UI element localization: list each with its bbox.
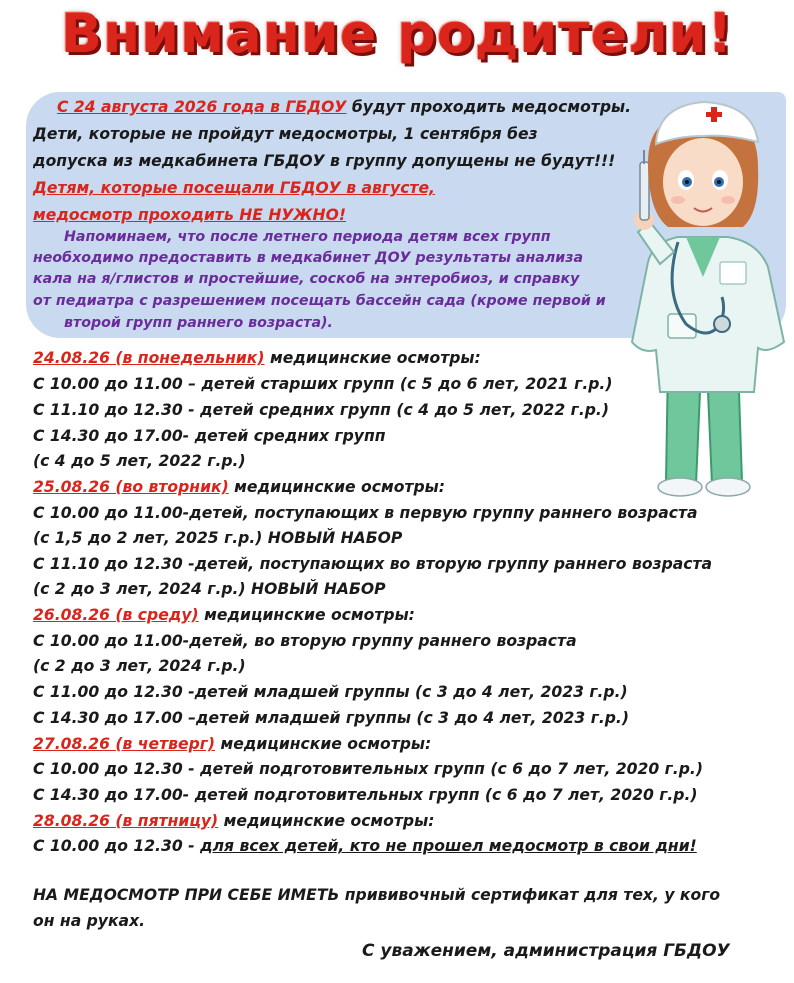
schedule-line: С 11.10 до 12.30 - детей средних групп (с 4 до 5 лет, 2022 г.р.) — [33, 401, 609, 419]
intro-start-date: С 24 августа 2026 года в ГБДОУ — [57, 98, 347, 116]
schedule-line: (с 1,5 до 2 лет, 2025 г.р.) НОВЫЙ НАБОР — [33, 529, 403, 547]
day-date: 26.08.26 (в среду) — [33, 606, 199, 624]
day-date: 25.08.26 (во вторник) — [33, 478, 229, 496]
reminder-line-1: Напоминаем, что после летнего периода детям всех групп — [64, 229, 551, 245]
reminder-line-3: кала на я/глистов и простейшие, соскоб на энтеробиоз, и справку — [33, 271, 580, 287]
schedule-line: (с 2 до 3 лет, 2024 г.р.) НОВЫЙ НАБОР — [33, 580, 386, 598]
intro-line-4: Детям, которые посещали ГБДОУ в августе, — [33, 179, 435, 197]
schedule-time: С 10.00 до 12.30 - — [33, 837, 201, 855]
day-heading-1 — [33, 349, 481, 367]
schedule-line: С 11.00 до 12.30 -детей младшей группы (с 3 до 4 лет, 2023 г.р.) — [33, 683, 628, 701]
reminder-line-4: от педиатра с разрешением посещать бассейн сада (кроме первой и — [33, 293, 606, 309]
schedule-line: С 10.00 до 11.00-детей, поступающих в первую группу раннего возраста — [33, 504, 698, 522]
schedule-line: С 10.00 до 12.30 - детей подготовительных групп (с 6 до 7 лет, 2020 г.р.) — [33, 760, 703, 778]
day-date: 24.08.26 (в понедельник) — [33, 349, 265, 367]
schedule-line — [33, 837, 697, 855]
day-heading-2 — [33, 478, 445, 496]
intro-line-2: Дети, которые не пройдут медосмотры, 1 сентября без — [33, 125, 538, 143]
intro-line-1 — [33, 98, 631, 116]
day-label: медицинские осмотры: — [215, 735, 432, 753]
schedule-emphasis: для всех детей, кто не прошел медосмотр в свои дни! — [200, 837, 697, 855]
day-label: медицинские осмотры: — [218, 812, 435, 830]
reminder-line-5: второй групп раннего возраста). — [64, 315, 333, 331]
schedule-line: (с 4 до 5 лет, 2022 г.р.) — [33, 452, 246, 470]
reminder-line-2: необходимо предоставить в медкабинет ДОУ результаты анализа — [33, 250, 584, 266]
schedule-line: С 14.30 до 17.00 –детей младшей группы (с 3 до 4 лет, 2023 г.р.) — [33, 709, 629, 727]
nurse-illustration — [608, 92, 794, 502]
schedule-line: С 11.10 до 12.30 -детей, поступающих во вторую группу раннего возраста — [33, 555, 713, 573]
page-title: Внимание родители! — [60, 2, 734, 65]
intro-line-3: допуска из медкабинета ГБДОУ в группу допущены не будут!!! — [33, 152, 616, 170]
intro-line-5: медосмотр проходить НЕ НУЖНО! — [33, 206, 346, 224]
intro-line-1-rest: будут проходить медосмотры. — [346, 98, 632, 116]
day-date: 27.08.26 (в четверг) — [33, 735, 216, 753]
note-line-1: НА МЕДОСМОТР ПРИ СЕБЕ ИМЕТЬ прививочный сертификат для тех, у кого — [33, 886, 721, 904]
day-heading-3 — [33, 606, 415, 624]
schedule-line: С 14.30 до 17.00- детей подготовительных групп (с 6 до 7 лет, 2020 г.р.) — [33, 786, 698, 804]
day-heading-4 — [33, 735, 431, 753]
day-date: 28.08.26 (в пятницу) — [33, 812, 219, 830]
schedule-line: С 10.00 до 11.00-детей, во вторую группу раннего возраста — [33, 632, 577, 650]
schedule-line: С 10.00 до 11.00 – детей старших групп (с 5 до 6 лет, 2021 г.р.) — [33, 375, 613, 393]
day-label: медицинские осмотры: — [228, 478, 445, 496]
day-label: медицинские осмотры: — [264, 349, 481, 367]
signature: С уважением, администрация ГБДОУ — [362, 941, 730, 961]
day-label: медицинские осмотры: — [198, 606, 415, 624]
day-heading-5 — [33, 812, 434, 830]
schedule-line: (с 2 до 3 лет, 2024 г.р.) — [33, 657, 246, 675]
note-line-2: он на руках. — [33, 912, 146, 930]
schedule-line: С 14.30 до 17.00- детей средних групп — [33, 427, 386, 445]
